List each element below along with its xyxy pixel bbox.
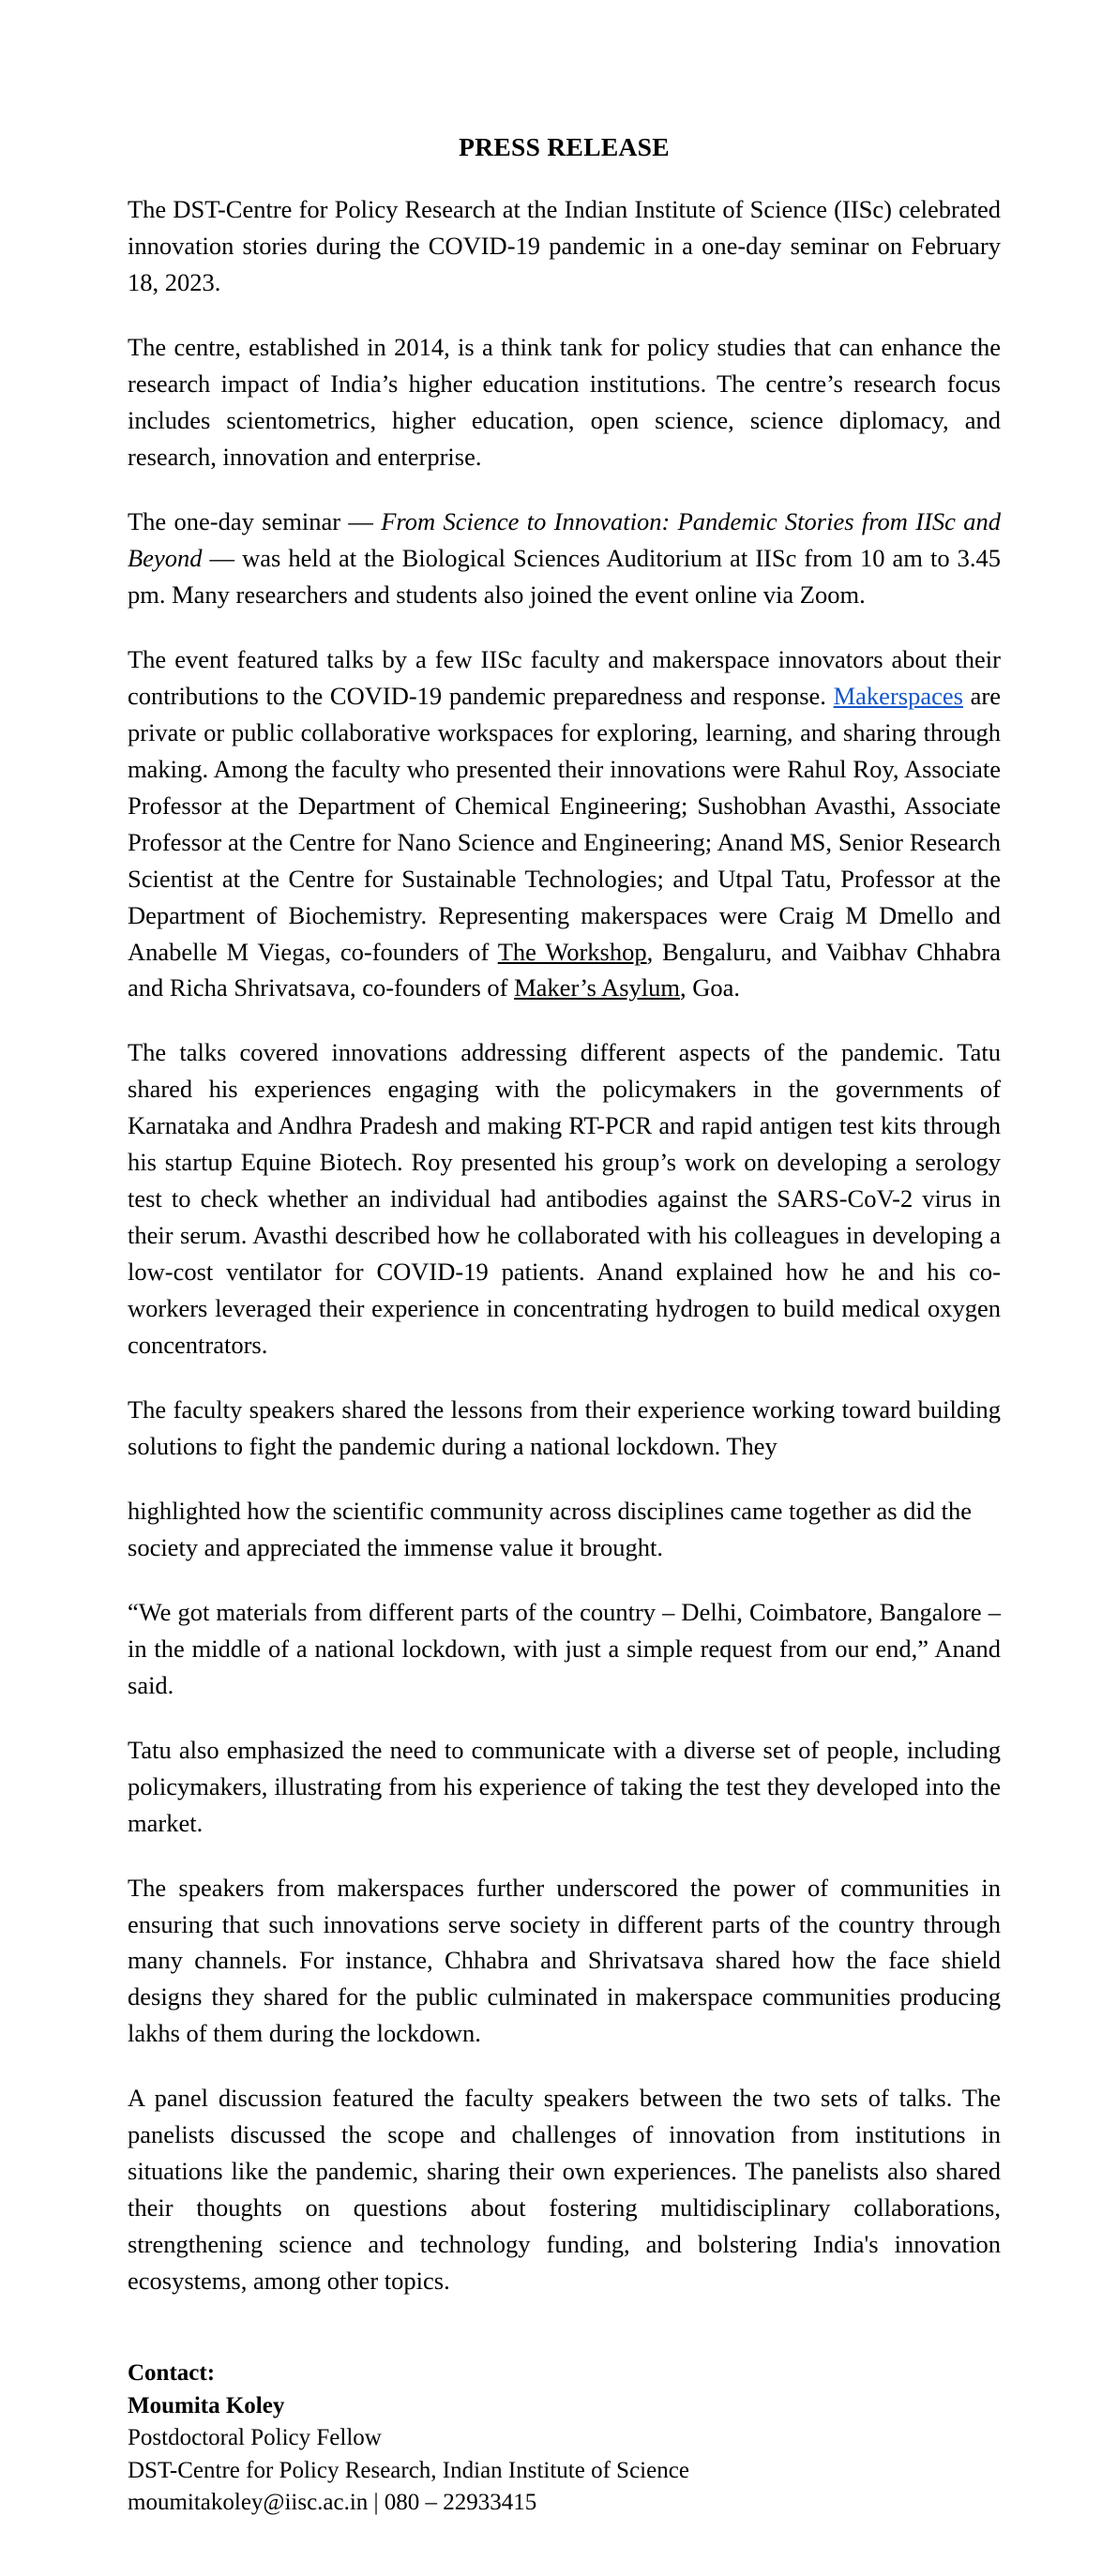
paragraph-makerspace-communities: The speakers from makerspaces further underscored the power of communities in ensuring that such innovations serve society in different parts of the country through many channels. For instance, Chhabra and Shrivatsava shared how the face shield designs they shared for the public culminated in makerspace communities producing lakhs of them during the lockdown.	[128, 1873, 1001, 2048]
paragraph-scientific-community: highlighted how the scientific community across disciplines came together as did the society and appreciated the immense value it brought.	[128, 1496, 973, 1561]
paragraph-anand-quote: “We got materials from different parts of the country – Delhi, Coimbatore, Bangalore – in the middle of a national lockdown, with just a simple request from our end,” Anand said.	[128, 1597, 1001, 1699]
paragraph-panel-discussion: A panel discussion featured the faculty speakers between the two sets of talks. The panelists discussed the scope and challenges of innovation from institutions in situations like the pandemic, sharing their own experiences. The panelists also shared their thoughts on questions about fostering multidisciplinary collaborations, strengthening science and technology funding, and bolstering India's innovation ecosystems, among other topics.	[128, 2084, 1001, 2296]
makerspaces-link[interactable]: Makerspaces	[833, 681, 963, 710]
paragraph-seminar-details	[128, 504, 1001, 613]
page-title: PRESS RELEASE	[459, 132, 670, 161]
contact-name: Moumita Koley	[128, 2392, 285, 2418]
speakers-text-part-4: , Goa.	[680, 973, 741, 1002]
makers-asylum-underlined[interactable]: Maker’s Asylum	[514, 973, 681, 1002]
seminar-text-after: — was held at the Biological Sciences Auditorium at IISc from 10 am to 3.45 pm. Many researchers and students also joined the event online via Zoom.	[128, 544, 1001, 609]
paragraph-intro: The DST-Centre for Policy Research at the Indian Institute of Science (IISc) celebrated innovation stories during the COVID-19 pandemic in a one-day seminar on February 18, 2023.	[128, 195, 1001, 297]
speakers-text-part-1: The event featured talks by a few IISc faculty and makerspace innovators about their contributions to the COVID-19 pandemic preparedness and response.	[128, 644, 1001, 710]
contact-email-phone: moumitakoley@iisc.ac.in | 080 – 22933415	[128, 2490, 537, 2516]
the-workshop-underlined[interactable]: The Workshop	[497, 937, 647, 966]
seminar-text-before: The one-day seminar —	[128, 507, 382, 536]
paragraph-tatu-communicate: Tatu also emphasized the need to communicate with a diverse set of people, including policymakers, illustrating from his experience of taking the test they developed into the market.	[128, 1735, 1001, 1837]
speakers-text-part-3: , Bengaluru, and Vaibhav Chhabra and Richa Shrivatsava, co-founders of	[128, 937, 1002, 1002]
paragraph-talks-covered: The talks covered innovations addressing different aspects of the pandemic. Tatu shared his experiences engaging with the policymakers in the governments of Karnataka and Andhra Pradesh and making RT-PCR and rapid antigen test kits through his startup Equine Biotech. Roy presented his group’s work on developing a serology test to check whether an individual had antibodies against the SARS-CoV-2 virus in their serum. Avasthi described how he collaborated with his colleagues in developing a low-cost ventilator for COVID-19 patients. Anand explained how he and his co-workers leveraged their experience in concentrating hydrogen to build medical oxygen concentrators.	[128, 1038, 1001, 1360]
paragraph-centre-background: The centre, established in 2014, is a think tank for policy studies that can enhance the research impact of India’s higher education institutions. The centre’s research focus includes scientometrics, higher education, open science, science diplomacy, and research, innovation and enterprise.	[128, 333, 1001, 472]
contact-affiliation: DST-Centre for Policy Research, Indian Institute of Science	[128, 2457, 689, 2483]
seminar-title-italic: From Science to Innovation: Pandemic Stories from IISc and Beyond	[128, 507, 1001, 572]
paragraph-speakers	[128, 641, 1001, 1007]
contact-heading: Contact:	[128, 2360, 216, 2387]
contact-role: Postdoctoral Policy Fellow	[128, 2425, 382, 2451]
speakers-text-part-2: are private or public collaborative workspaces for exploring, learning, and sharing through making. Among the faculty who presented their innovations were Rahul Roy, Associate Professor at the Department of Chemical Engineering; Sushobhan Avasthi, Associate Professor at the Centre for Nano Science and Engineering; Anand MS, Senior Research Scientist at the Centre for Sustainable Technologies; and Utpal Tatu, Professor at the Department of Biochemistry. Representing makerspaces were Craig M Dmello and Anabelle M Viegas, co-founders of	[128, 681, 1001, 966]
paragraph-faculty-lessons: The faculty speakers shared the lessons from their experience working toward building solutions to fight the pandemic during a national lockdown. They	[128, 1395, 1001, 1460]
contact-block	[128, 2358, 1001, 2520]
